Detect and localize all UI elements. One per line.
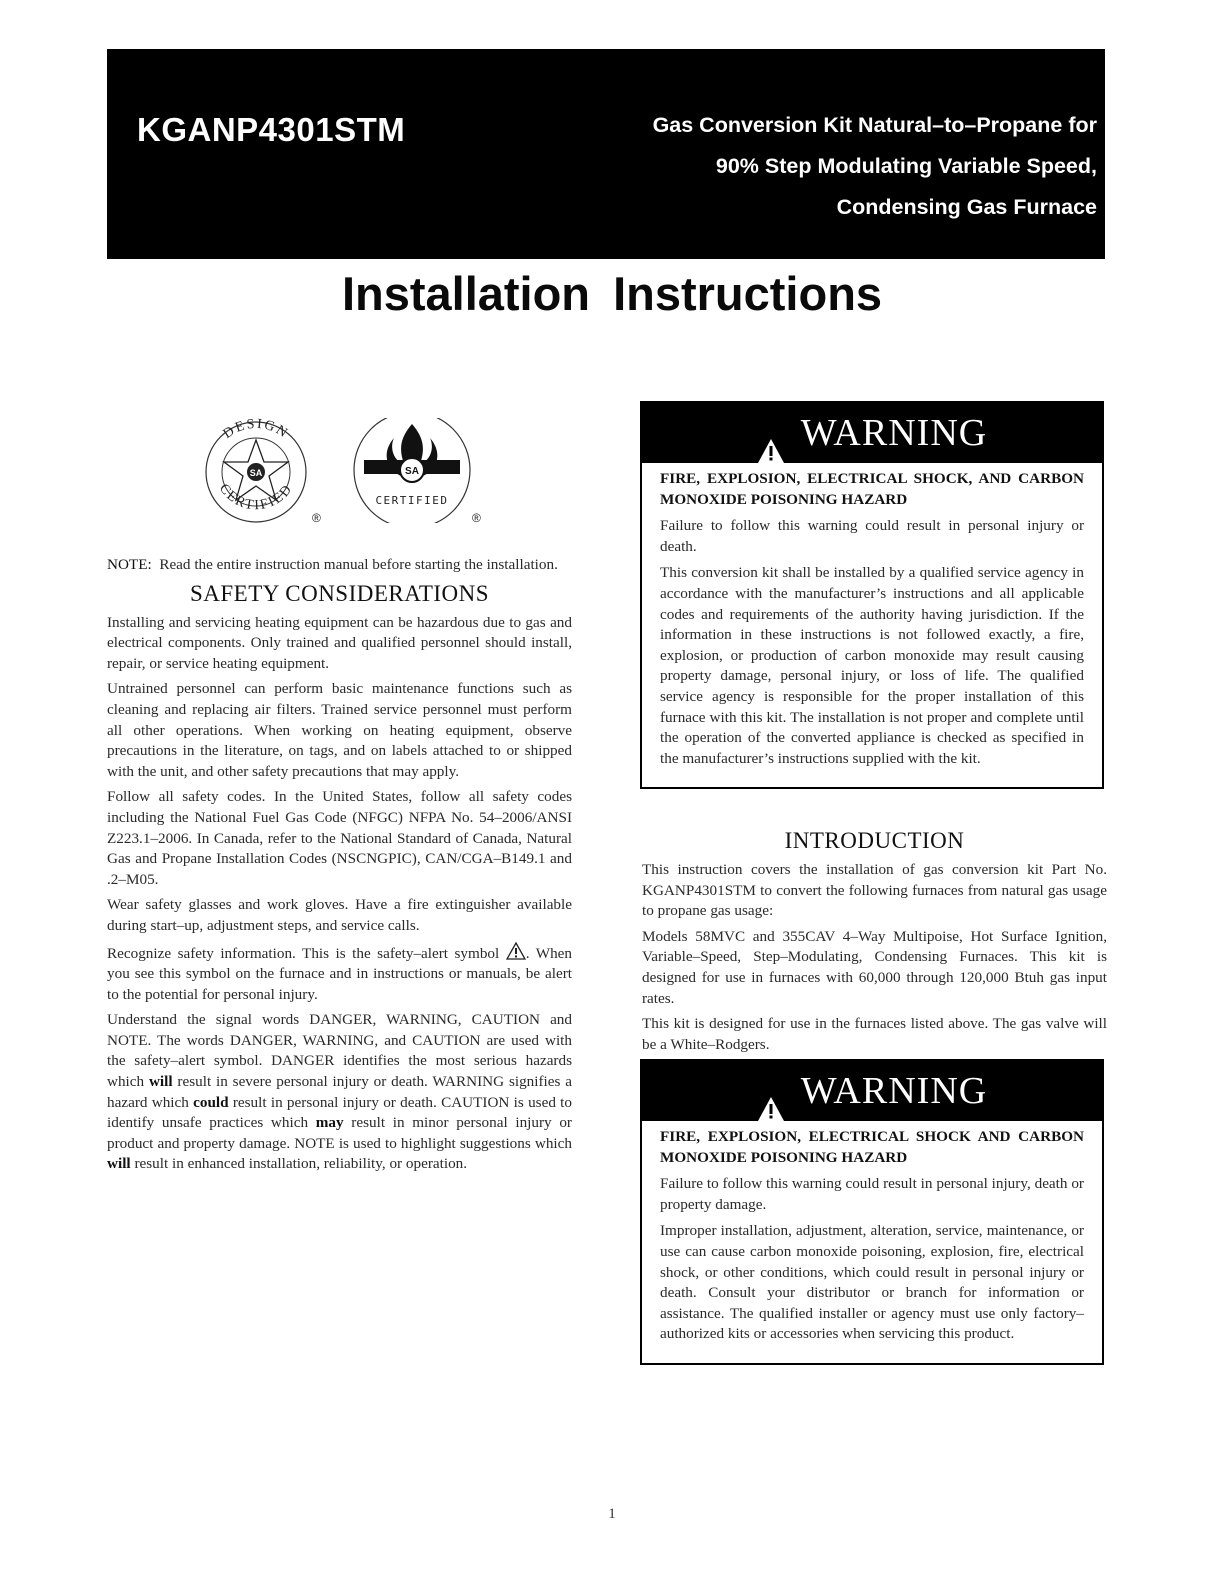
document-title: Installation Instructions: [341, 267, 883, 320]
product-subtitle: [653, 105, 1097, 228]
safety-paragraph-5: [107, 942, 572, 1006]
warning-box-1: [640, 401, 1104, 789]
note-text: Read the entire instruction manual before starting the installation.: [159, 556, 558, 573]
warning-triangle-icon: [757, 1080, 785, 1106]
warning-header-2: [642, 1061, 1102, 1121]
safety-paragraph-6: [107, 1010, 572, 1175]
design-logo-bottom-text: CERTIFIED: [215, 481, 297, 514]
safety-paragraph-1: Installing and servicing heating equipment can be hazardous due to gas and electrical components. Only trained and qualified personnel should install, repair, or service heating equipment.: [107, 613, 572, 672]
p6-text-a: Understand the signal words DANGER, WARNING, CAUTION and NOTE. The words DANGER, WARNING, and CAUTION are used with the safety–alert symbol. DANGER identifies the most serious hazards which: [107, 1011, 572, 1091]
header-band: [107, 49, 1105, 259]
certification-logos: [198, 418, 498, 528]
certified-logo-registered-mark: ®: [472, 511, 481, 523]
certified-flame-logo: [350, 418, 490, 523]
safety-paragraph-4: Wear safety glasses and work gloves. Have a fire extinguisher available during start–up, adjustment steps, and service calls.: [107, 896, 572, 934]
design-certified-logo: [198, 418, 328, 523]
design-logo-seal-text: SA: [249, 468, 263, 478]
warning-2-paragraph-1: Failure to follow this warning could result in personal injury, death or property damage.: [660, 1175, 1084, 1213]
warning-body-2: [642, 1121, 1102, 1363]
warning-1-paragraph-1: Failure to follow this warning could result in personal injury or death.: [660, 517, 1084, 555]
warning-2-paragraph-2: Improper installation, adjustment, alteration, service, maintenance, or use can cause carbon monoxide poisoning, explosion, fire, electrical shock, or other conditions, which could result in personal injury or death. Consult your distributor or branch for information or assistance. The qualified installer or agency must use only factory–authorized kits or accessories when servicing this product.: [660, 1222, 1084, 1343]
warning-header-1: [642, 403, 1102, 463]
p6-bold-will: will: [148, 1073, 173, 1091]
design-logo-top-text: DESIGN: [220, 418, 292, 442]
warning-1-paragraph-2: This conversion kit shall be installed by a qualified service agency in accordance with the manufacturer’s instructions and all applicable codes and requirements of the authority having jurisdiction. If the information in these instructions is not followed exactly, a fire, explosion, or production of carbon monoxide may result causing property damage, personal injury, or loss of life. The qualified service agency is responsible for the proper installation of this furnace with this kit. The installation is not proper and complete until the operation of the converted appliance is checked as specified in the manufacturer’s instructions supplied with the kit.: [660, 564, 1084, 767]
subtitle-line-1: Gas Conversion Kit Natural–to–Propane for: [652, 113, 1097, 137]
warning-hazard-1: FIRE, EXPLOSION, ELECTRICAL SHOCK, AND CARBON MONOXIDE POISONING HAZARD: [660, 470, 1084, 508]
introduction-title: INTRODUCTION: [784, 828, 965, 853]
page-number: 1: [608, 1506, 616, 1522]
p6-text-e: result in enhanced installation, reliability, or operation.: [130, 1155, 468, 1173]
certified-logo-seal-text: SA: [405, 466, 419, 477]
warning-hazard-2: FIRE, EXPLOSION, ELECTRICAL SHOCK AND CARBON MONOXIDE POISONING HAZARD: [660, 1128, 1084, 1166]
p6-text-c: result in personal injury or death. CAUTION is used to identify unsafe practices which: [107, 1093, 572, 1132]
warning-label-1: WARNING: [800, 412, 988, 454]
safety-paragraph-2: Untrained personnel can perform basic maintenance functions such as cleaning and replacing air filters. Trained service personnel must perform all other operations. When working on heating equipment, observe precautions in the literature, on tags, and on labels attached to or shipped with the unit, and other safety precautions that may apply.: [107, 680, 572, 780]
warning-body-1: [642, 463, 1102, 787]
subtitle-line-2: 90% Step Modulating Variable Speed,: [715, 154, 1097, 178]
certified-logo-text: CERTIFIED: [375, 494, 449, 507]
safety-p5-part-a: Recognize safety information. This is the safety–alert symbol: [107, 944, 500, 962]
safety-paragraph-3: Follow all safety codes. In the United States, follow all safety codes including the National Fuel Gas Code (NFGC) NFPA No. 54–2006/ANSI Z223.1–2006. In Canada, refer to the National Standard of Canada, Natural Gas and Propane Installation Codes (NSCNGPIC), CAN/CGA–B149.1 and .2–M05.: [107, 788, 572, 888]
subtitle-line-3: Condensing Gas Furnace: [836, 195, 1097, 219]
note-label: NOTE:: [107, 556, 152, 573]
model-number: KGANP4301STM: [137, 111, 406, 148]
p6-bold-may: may: [315, 1114, 344, 1132]
warning-triangle-icon: [757, 422, 785, 448]
intro-paragraph-3: This kit is designed for use in the furnaces listed above. The gas valve will be a White–Rodgers.: [642, 1015, 1107, 1053]
safety-alert-icon: [506, 942, 526, 960]
p6-text-b: result in severe personal injury or death. WARNING signifies a hazard which: [107, 1073, 572, 1111]
design-logo-registered-mark: ®: [312, 511, 321, 523]
warning-label-2: WARNING: [800, 1070, 988, 1112]
warning-box-2: [640, 1059, 1104, 1365]
p6-text-d: result in minor personal injury or product and property damage. NOTE is used to highlight suggestions which: [107, 1114, 572, 1152]
intro-paragraph-2: Models 58MVC and 355CAV 4–Way Multipoise, Hot Surface Ignition, Variable–Speed, Step–Modulating, Condensing Furnaces. This kit is designed for use in furnaces with 60,000 through 120,000 Btuh gas input rates.: [642, 927, 1107, 1007]
intro-paragraph-1: This instruction covers the installation of gas conversion kit Part No. KGANP4301STM to convert the following furnaces from natural gas usage to propane gas usage:: [642, 861, 1107, 920]
introduction-section: [642, 824, 1107, 1060]
safety-p5-part-b: . When you see this symbol on the furnace and in instructions or manuals, be alert to the potential for personal injury.: [107, 944, 573, 1003]
note-paragraph: [107, 555, 572, 576]
left-column: [107, 555, 572, 1180]
p6-bold-could: could: [193, 1093, 229, 1111]
p6-bold-will-2: will: [107, 1155, 131, 1173]
safety-section-title: SAFETY CONSIDERATIONS: [189, 580, 490, 606]
